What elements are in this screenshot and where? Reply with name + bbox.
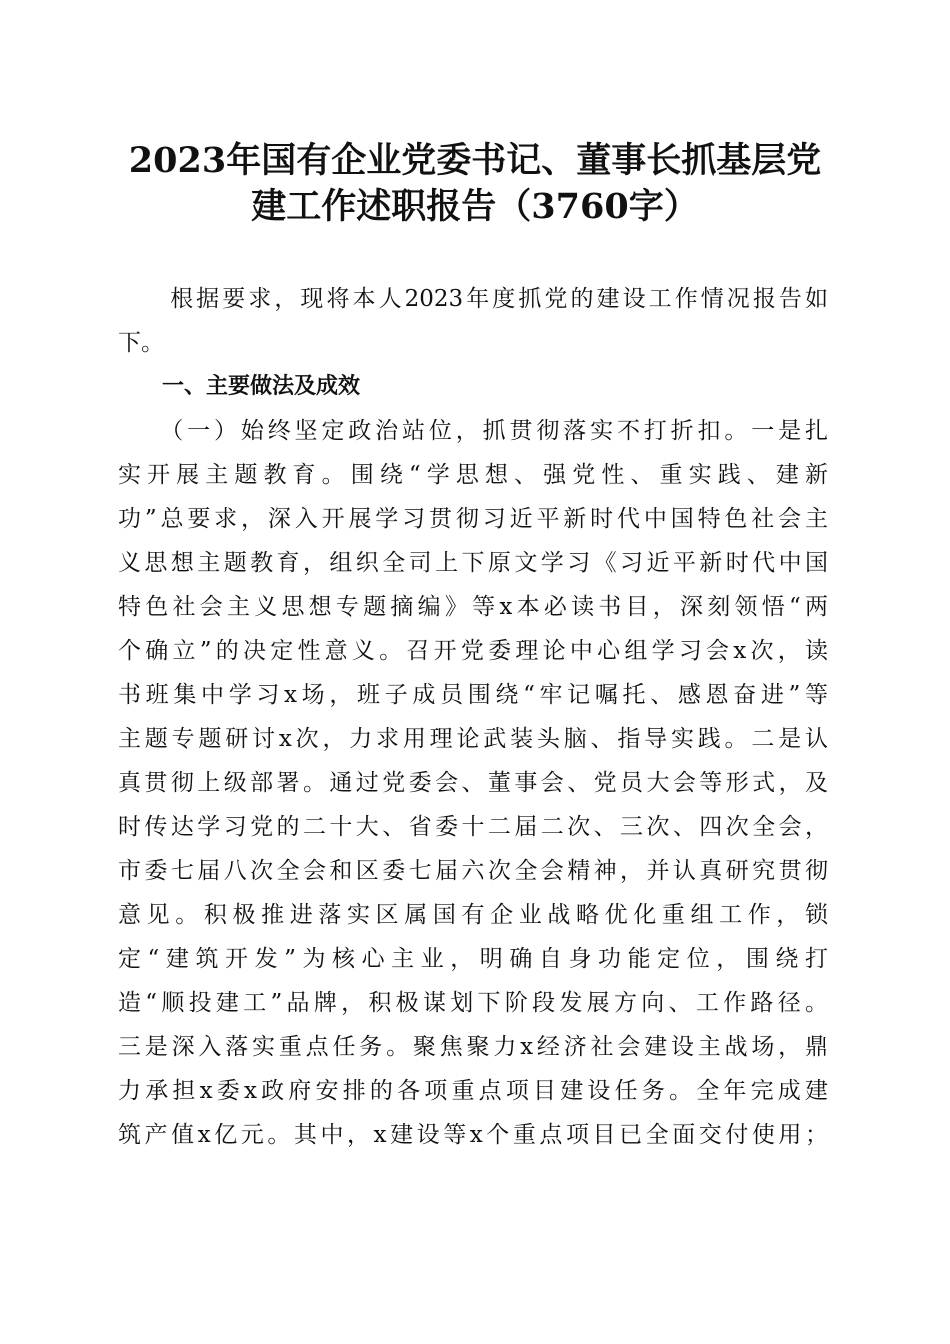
- body-line: 筑产值x亿元。其中，x建设等x个重点项目已全面交付使用；: [118, 1122, 828, 1148]
- body-line: 个确立”的决定性意义。召开党委理论中心组学习会x次，读: [118, 638, 828, 664]
- body-line: 特色社会主义思想专题摘编》等x本必读书目，深刻领悟“两: [118, 594, 828, 620]
- body-line: 定“建筑开发”为核心主业，明确自身功能定位，围绕打: [118, 946, 828, 972]
- body-line: 力承担x委x政府安排的各项重点项目建设任务。全年完成建: [118, 1078, 828, 1104]
- document-title-line-2: 建工作述职报告（3760字）: [251, 186, 699, 227]
- body-line: 三是深入落实重点任务。聚焦聚力x经济社会建设主战场，鼎: [118, 1034, 828, 1060]
- body-line: 时传达学习党的二十大、省委十二届二次、三次、四次全会，: [118, 814, 828, 840]
- section-heading: 一、主要做法及成效: [118, 374, 361, 399]
- body-line: 意见。积极推进落实区属国有企业战略优化重组工作，锁: [118, 902, 828, 928]
- body-line: 市委七届八次全会和区委七届六次全会精神，并认真研究贯彻: [118, 858, 828, 884]
- body-line: 义思想主题教育，组织全司上下原文学习《习近平新时代中国: [118, 550, 828, 576]
- body-line: 造“顺投建工”品牌，积极谋划下阶段发展方向、工作路径。: [118, 990, 828, 1016]
- document-title-line-1: 2023年国有企业党委书记、董事长抓基层党: [128, 140, 822, 181]
- body-line: 功”总要求，深入开展学习贯彻习近平新时代中国特色社会主: [118, 506, 828, 532]
- body-line: 真贯彻上级部署。通过党委会、董事会、党员大会等形式，及: [118, 770, 828, 796]
- intro-line-1: 根据要求，现将本人2023年度抓党的建设工作情况报告如: [118, 286, 828, 312]
- intro-line-2: 下。: [118, 330, 164, 356]
- body-line: 主题专题研讨x次，力求用理论武装头脑、指导实践。二是认: [118, 726, 828, 752]
- body-line: 书班集中学习x场，班子成员围绕“牢记嘱托、感恩奋进”等: [118, 682, 828, 708]
- body-line: （一）始终坚定政治站位，抓贯彻落实不打折扣。一是扎: [118, 418, 828, 444]
- body-line: 实开展主题教育。围绕“学思想、强党性、重实践、建新: [118, 462, 828, 488]
